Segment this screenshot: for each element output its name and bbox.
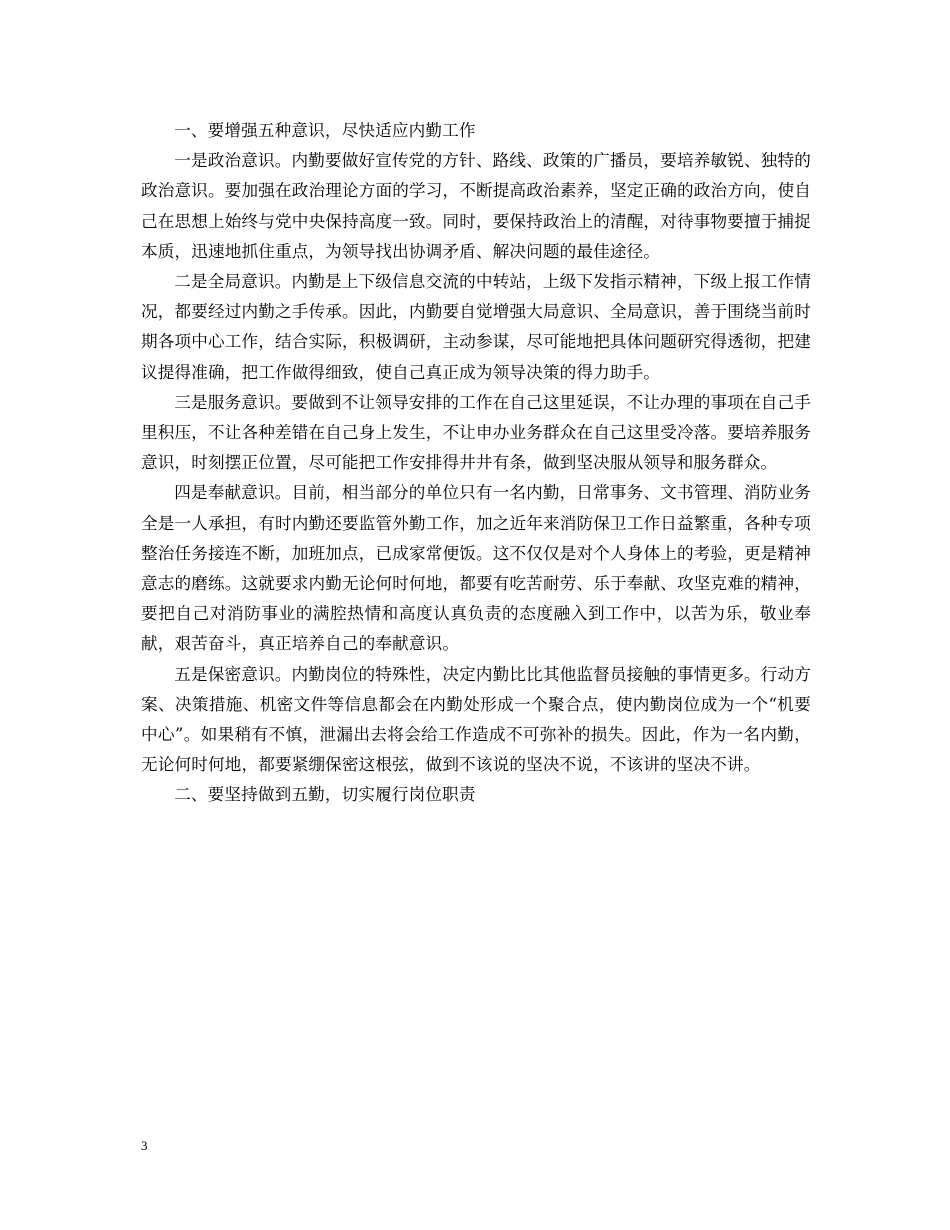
paragraph-service-awareness: 三是服务意识。要做到不让领导安排的工作在自己这里延误，不让办理的事项在自己手里积压，不让各种差错在自己身上发生，不让申办业务群众在自己这里受冷落。要培养服务意识，时刻摆正位置，尽可能把工作安排得井井有条，做到坚决服从领导和服务群众。 bbox=[141, 392, 811, 473]
paragraph-dedication-awareness: 四是奉献意识。目前，相当部分的单位只有一名内勤，日常事务、文书管理、消防业务全是一人承担，有时内勤还要监管外勤工作，加之近年来消防保卫工作日益繁重，各种专项整治任务接连不断，加班加点，已成家常便饭。这不仅仅是对个人身体上的考验，更是精神意志的磨练。这就要求内勤无论何时何地，都要有吃苦耐劳、乐于奉献、攻坚克难的精神，要把自己对消防事业的满腔热情和高度认真负责的态度融入到工作中，以苦为乐，敬业奉献，艰苦奋斗，真正培养自己的奉献意识。 bbox=[141, 483, 811, 654]
paragraph-overall-awareness: 二是全局意识。内勤是上下级信息交流的中转站，上级下发指示精神，下级上报工作情况，都要经过内勤之手传承。因此，内勤要自觉增强大局意识、全局意识，善于围绕当前时期各项中心工作，结合实际，积极调研，主动参谋，尽可能地把具体问题研究得透彻，把建议提得准确，把工作做得细致，使自己真正成为领导决策的得力助手。 bbox=[141, 272, 811, 382]
page-number: 3 bbox=[141, 1138, 148, 1153]
paragraph-confidentiality-awareness: 五是保密意识。内勤岗位的特殊性，决定内勤比比其他监督员接触的事情更多。行动方案、决策措施、机密文件等信息都会在内勤处形成一个聚合点，使内勤岗位成为一个“机要中心”。如果稍有不慎，泄漏出去将会给工作造成不可弥补的损失。因此，作为一名内勤，无论何时何地，都要紧绷保密这根弦，做到不该说的坚决不说，不该讲的坚决不讲。 bbox=[141, 664, 811, 775]
section-heading-1: 一、要增强五种意识，尽快适应内勤工作 bbox=[174, 121, 476, 140]
section-heading-2: 二、要坚持做到五勤，切实履行岗位职责 bbox=[174, 785, 476, 805]
paragraph-political-awareness: 一是政治意识。内勤要做好宣传党的方针、路线、政策的广播员，要培养敏锐、独特的政治意识。要加强在政治理论方面的学习，不断提高政治素养，坚定正确的政治方向，使自己在思想上始终与党中央保持高度一致。同时，要保持政治上的清醒，对待事物要擅于捕捉本质，迅速地抓住重点，为领导找出协调矛盾、解决问题的最佳途径。 bbox=[141, 151, 811, 261]
document-body bbox=[141, 116, 811, 811]
